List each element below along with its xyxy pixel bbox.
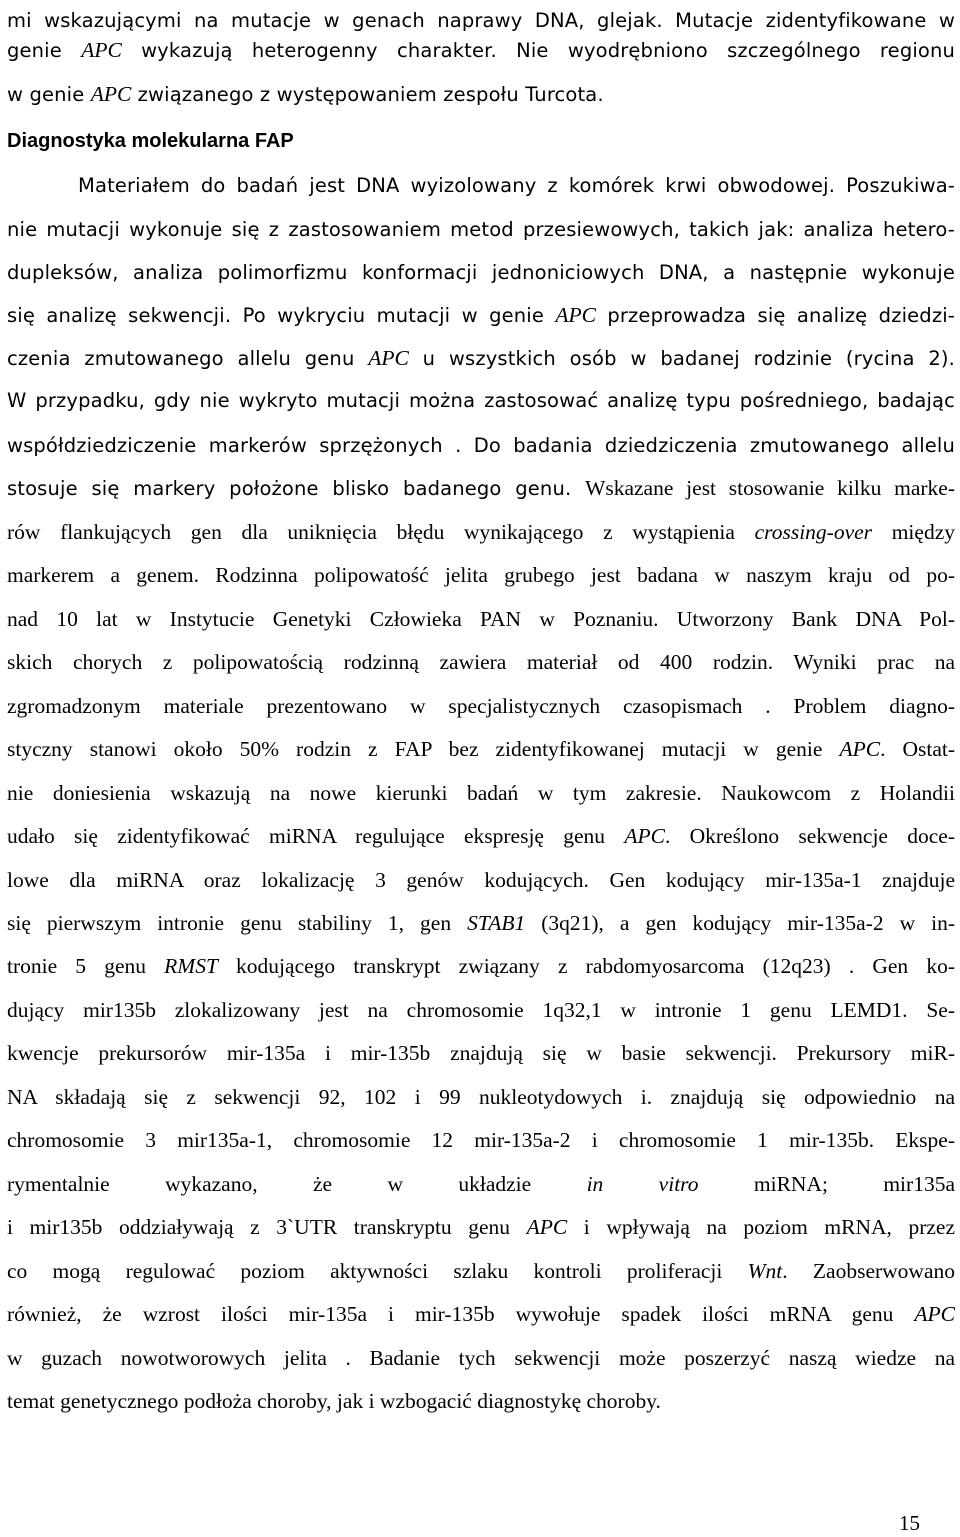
text-run: nad 10 lat w Instytucie Genetyki Człowieka PAN w Poznaniu. Utworzony Bank DNA Pol- xyxy=(7,607,955,631)
text-run: dupleksów, analiza polimorfizmu konformacji jednoniciowych DNA, a następnie wykonuje xyxy=(7,261,955,284)
text-run: tronie 5 genu xyxy=(7,954,165,978)
text-line xyxy=(7,1033,955,1073)
text-run: kodującego transkrypt związany z rabdomyosarcoma (12q23) . Gen ko- xyxy=(217,954,955,978)
italic-text-run: APC xyxy=(914,1302,955,1326)
text-line xyxy=(7,74,955,114)
text-line xyxy=(7,729,955,769)
italic-text-run: APC xyxy=(90,82,132,106)
italic-text-run: APC xyxy=(624,824,665,848)
text-run: udało się zidentyfikować miRNA regulujące ekspresję genu xyxy=(7,824,625,848)
text-run: . Określono sekwencje doce- xyxy=(664,824,955,848)
text-run: skich chorych z polipowatością rodzinną zawiera materiał od 400 rodzin. Wyniki prac na xyxy=(7,650,955,674)
text-run: u wszystkich osób w badanej rodzinie (rycina 2). xyxy=(408,347,955,370)
text-run: i wpływają na poziom mRNA, przez xyxy=(567,1215,956,1239)
text-run: mi wskazującymi na mutacje w genach naprawy DNA, glejak. Mutacje zidentyfikowane w xyxy=(7,9,955,32)
text-line xyxy=(7,1077,955,1117)
text-line xyxy=(7,1294,955,1334)
text-line xyxy=(7,30,955,70)
text-run: się analizę sekwencji. xyxy=(7,304,243,327)
text-run: miRNA; mir135a xyxy=(698,1172,955,1196)
text-run: również, że wzrost ilości mir-135a i mir-135b wywołuje spadek ilości mRNA genu xyxy=(7,1302,915,1326)
text-line xyxy=(7,295,955,335)
italic-text-run: crossing-over xyxy=(754,520,873,544)
page-number: 15 xyxy=(899,1511,920,1535)
text-run: Diagnostyka molekularna FAP xyxy=(7,130,294,152)
text-run: W przypadku, gdy nie wykryto mutacji można zastosować analizę typu pośredniego, badając xyxy=(7,389,955,412)
text-run: współdziedziczenie markerów sprzężonych . Do badania dziedziczenia zmutowanego allelu xyxy=(7,434,955,457)
italic-text-run: APC xyxy=(555,303,596,327)
text-run: markerem a genem. xyxy=(7,563,216,587)
text-run: Po wykryciu mutacji w genie xyxy=(242,304,556,327)
text-run: NA składają się z sekwencji 92, 102 i 99 nukleotydowych i. znajdują się odpowiednio na xyxy=(7,1085,955,1109)
text-line xyxy=(7,860,955,900)
italic-text-run: STAB1 xyxy=(467,911,526,935)
text-run: stosuje się markery położone blisko badanego genu. xyxy=(7,477,586,500)
italic-text-run: APC xyxy=(81,38,122,62)
text-run: między xyxy=(872,520,955,544)
text-run: zgromadzonym materiale prezentowano w specjalistycznych czasopismach . Problem diagno- xyxy=(7,694,955,718)
text-run: genie xyxy=(7,39,82,62)
text-line xyxy=(7,1251,955,1291)
text-line xyxy=(7,903,955,943)
text-run: lowe dla miRNA oraz lokalizację 3 genów kodujących. Gen kodujący mir-135a-1 znajduje xyxy=(7,868,955,892)
text-line xyxy=(7,686,955,726)
text-run: przeprowadza się analizę dziedzi- xyxy=(595,304,955,327)
text-line xyxy=(7,946,955,986)
text-line xyxy=(7,380,955,420)
text-run: styczny stanowi około 50% rodzin z FAP bez zidentyfikowanej mutacji w genie xyxy=(7,737,840,761)
text-run: (3q21), a gen kodujący mir-135a-2 w in- xyxy=(525,911,955,935)
text-run: kwencje prekursorów mir-135a i mir-135b znajdują się w basie sekwencji. Prekursory miR- xyxy=(7,1041,955,1065)
text-run: . Zaobserwowano xyxy=(782,1259,955,1283)
text-run: wykazują heterogenny charakter. Nie wyodrębniono szczególnego regionu xyxy=(121,39,956,62)
text-run: się pierwszym intronie genu stabiliny 1, gen xyxy=(7,911,468,935)
italic-text-run: APC xyxy=(839,737,881,761)
text-line xyxy=(7,468,955,508)
text-line xyxy=(7,425,955,465)
text-line xyxy=(7,1381,955,1421)
text-run: nie doniesienia wskazują na nowe kierunki badań w tym zakresie. Naukowcom z Holandii xyxy=(7,781,955,805)
italic-text-run: APC xyxy=(368,346,409,370)
text-run: rów flankujących gen dla uniknięcia błędu wynikającego z wystąpienia xyxy=(7,520,755,544)
text-run: chromosomie 3 mir135a-1, chromosomie 12 mir-135a-2 i chromosomie 1 mir-135b. Ekspe- xyxy=(7,1128,955,1152)
text-run: co mogą regulować poziom aktywności szlaku kontroli proliferacji xyxy=(7,1259,748,1283)
text-run: czenia zmutowanego allelu genu xyxy=(7,347,369,370)
text-line xyxy=(7,816,955,856)
text-line xyxy=(7,642,955,682)
text-line xyxy=(7,252,955,292)
text-run: Wskazane jest stosowanie kilku marke- xyxy=(585,476,955,500)
text-line xyxy=(7,1120,955,1160)
text-line xyxy=(7,1338,955,1378)
text-line xyxy=(7,209,955,249)
text-line xyxy=(7,1164,955,1204)
text-line xyxy=(7,773,955,813)
text-run: . Ostat- xyxy=(880,737,956,761)
italic-text-run: RMST xyxy=(164,954,218,978)
text-run: Poszukiwa- xyxy=(846,174,955,197)
text-line xyxy=(7,512,955,552)
text-line xyxy=(7,990,955,1030)
text-run: Rodzinna polipowatość jelita grubego jest badana w naszym kraju od po- xyxy=(215,563,955,587)
text-run: rymentalnie wykazano, że w układzie xyxy=(7,1172,587,1196)
text-run: i mir135b oddziaływają z 3`UTR transkryptu genu xyxy=(7,1215,527,1239)
italic-text-run: APC xyxy=(526,1215,568,1239)
text-line xyxy=(7,338,955,378)
text-line xyxy=(7,165,955,205)
text-run: w genie xyxy=(7,83,91,106)
text-run: w guzach nowotworowych jelita . Badanie tych sekwencji może poszerzyć naszą wiedze na xyxy=(7,1346,955,1370)
text-run: nie mutacji wykonuje się z zastosowaniem metod przesiewowych, takich jak: analiza hetero- xyxy=(7,218,955,241)
section-heading xyxy=(7,120,955,160)
text-run: temat genetycznego podłoża choroby, jak i wzbogacić diagnostykę choroby. xyxy=(7,1389,661,1413)
text-run: związanego z występowaniem zespołu Turcota. xyxy=(131,83,604,106)
text-run: Materiałem do badań jest DNA wyizolowany z komórek krwi obwodowej. xyxy=(78,174,847,197)
italic-text-run: in vitro xyxy=(586,1172,699,1196)
text-run: dujący mir135b zlokalizowany jest na chromosomie 1q32,1 w intronie 1 genu LEMD1. Se- xyxy=(7,998,955,1022)
italic-text-run: Wnt xyxy=(747,1259,783,1283)
text-line xyxy=(7,555,955,595)
text-line xyxy=(7,599,955,639)
text-line xyxy=(7,1207,955,1247)
